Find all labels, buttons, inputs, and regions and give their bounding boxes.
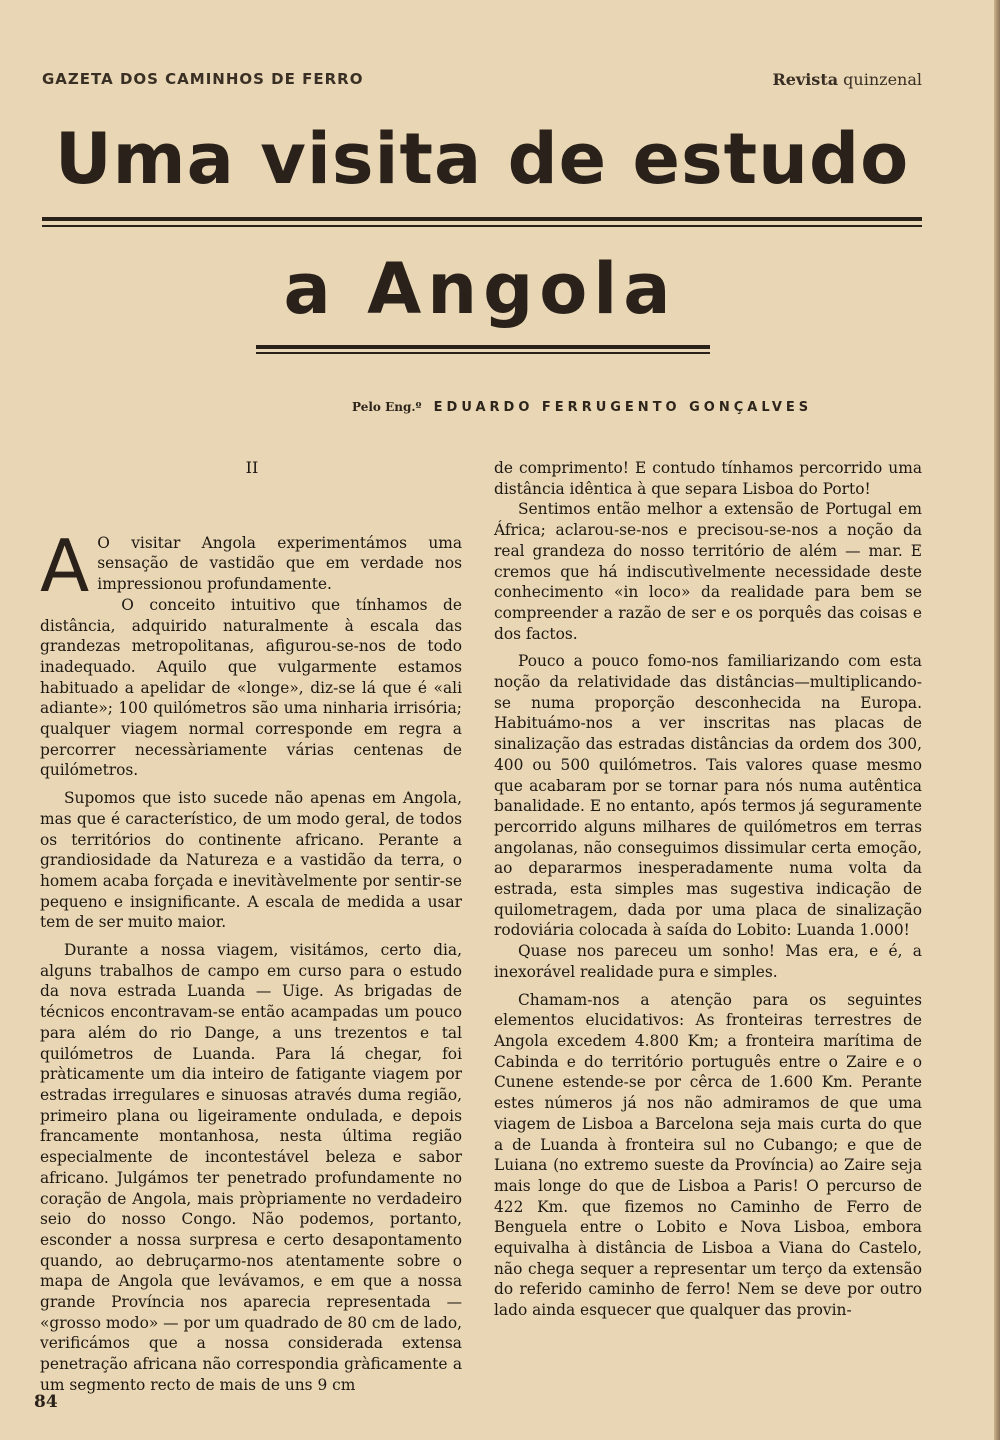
byline-prefix: Pelo Eng.º	[352, 400, 422, 414]
paragraph: de comprimento! E contudo tínhamos percorrido uma distância idêntica à que separa Lisboa do Porto!	[494, 459, 922, 498]
paragraph: Sentimos então melhor a extensão de Portugal em África; aclarou-se-nos e precisou-se-nos a noção da real grandeza do nosso território de além — mar. E cremos que há indiscutìvelmente necessidade deste conhecimento «in loco» da realidade para bem se compreender a razão de ser e os porquês das coisas e dos factos.	[494, 500, 922, 643]
paragraph-text: O visitar Angola experimentámos uma sensação de vastidão que em verdade nos impressionou profundamente.	[97, 533, 462, 594]
paragraph: Chamam-nos a atenção para os seguintes elementos elucidativos: As fronteiras terrestres de Angola excedem 4.800 Km; a fronteira marítima de Cabinda e do território português entre o Zaire e o Cunene estende-se por cêrca de 1.600 Km. Perante estes números já nos não admiramos de que uma viagem de Lisboa a Barcelona seja mais curta do que a de Luanda à fronteira sul no Cubango; e que de Luiana (no extremo sueste da Província) ao Zaire seja mais longe do que de Lisboa a Paris! O percurso de 422 Km. que fizemos no Caminho de Ferro de Benguela entre o Lobito e Nova Lisboa, embora equivalha à distância de Lisboa a Viana do Castelo, não chega sequer a representar um terço da extensão do referido caminho de ferro! Nem se deve por outro lado ainda esquecer que qualquer das provin-	[494, 990, 922, 1320]
article-title-line-2: a Angola	[283, 248, 677, 330]
title-rule-top	[42, 217, 922, 227]
paragraph	[40, 523, 462, 608]
drop-cap: A	[40, 523, 90, 608]
paragraph: Pouco a pouco fomo-nos familiarizando com esta noção da relatividade das distâncias—multiplicando-se numa proporção desconhecida na Europa. Habituámo-nos a ver inscritas nas placas de sinalização das estradas distâncias da ordem dos 300, 400 ou 500 quilómetros. Tais valores quase mesmo que acabaram por se tornar para nós numa autêntica banalidade. E no entanto, após termos já seguramente percorrido alguns milhares de quilómetros em terras angolanas, não conseguimos dissimular certa emoção, ao depararmos inesperadamente numa volta da estrada, esta simples mas sugestiva indicação de quilometragem, dada por uma placa de sinalização rodoviária colocada à saída do Lobito: Luanda 1.000!	[494, 652, 922, 940]
page-edge	[994, 0, 1000, 1440]
byline	[352, 400, 872, 415]
byline-author: EDUARDO FERRUGENTO GONÇALVES	[433, 400, 813, 415]
right-column	[494, 458, 922, 1321]
running-header-title: GAZETA DOS CAMINHOS DE FERRO	[42, 70, 364, 88]
left-column	[40, 458, 462, 1396]
paragraph: Supomos que isto sucede não apenas em Angola, mas que é característico, de um modo geral, de todos os territórios do continente africano. Perante a grandiosidade da Natureza e a vastidão da terra, o homem acaba forçada e inevitàvelmente por sentir-se pequeno e insignificante. A escala de medida a usar tem de ser muito maior.	[40, 789, 462, 932]
page-number: 84	[34, 1392, 58, 1412]
article-title-line-1: Uma visita de estudo	[54, 118, 910, 200]
section-number: II	[245, 458, 259, 477]
paragraph: Durante a nossa viagem, visitámos, certo dia, alguns trabalhos de campo em curso para o estudo da nova estrada Luanda — Uige. As brigadas de técnicos encontravam-se então acampadas um pouco para além do rio Dange, a uns trezentos e tal quilómetros de Luanda. Para lá chegar, foi pràticamente um dia inteiro de fatigante viagem por estradas irregulares e sinuosas através duma região, primeiro plana ou ligeiramente ondulada, e depois francamente montanhosa, nesta última região especialmente de incontestável beleza e sabor africano. Julgámos ter penetrado profundamente no coração de Angola, mais pròpriamente no verdadeiro seio do nosso Congo. Não podemos, portanto, esconder a nossa surpresa e certo desapontamento quando, ao debruçarmo-nos atentamente sobre o mapa de Angola que levávamos, e em que a nossa grande Província nos aparecia representada — «grosso modo» — por um quadrado de 80 cm de lado, verificámos que a nossa considerada extensa penetração africana não correspondia gràficamente a um segmento recto de mais de uns 9 cm	[40, 941, 462, 1394]
running-header-subtitle-rest: quinzenal	[838, 70, 922, 89]
paragraph: Quase nos pareceu um sonho! Mas era, e é, a inexorável realidade pura e simples.	[494, 942, 922, 981]
paragraph: O conceito intuitivo que tínhamos de distância, adquirido naturalmente à escala das grandezas metropolitanas, afigurou-se-nos de todo inadequado. Aquilo que vulgarmente estamos habituado a apelidar de «longe», diz-se lá que é «ali adiante»; 100 quilómetros são uma ninharia irrisória; qualquer viagem normal corresponde em regra a percorrer necessàriamente várias centenas de quilómetros.	[40, 595, 462, 780]
running-header-subtitle-bold: Revista	[772, 70, 839, 89]
running-header-subtitle	[772, 70, 922, 89]
title-rule-bottom	[256, 345, 710, 354]
